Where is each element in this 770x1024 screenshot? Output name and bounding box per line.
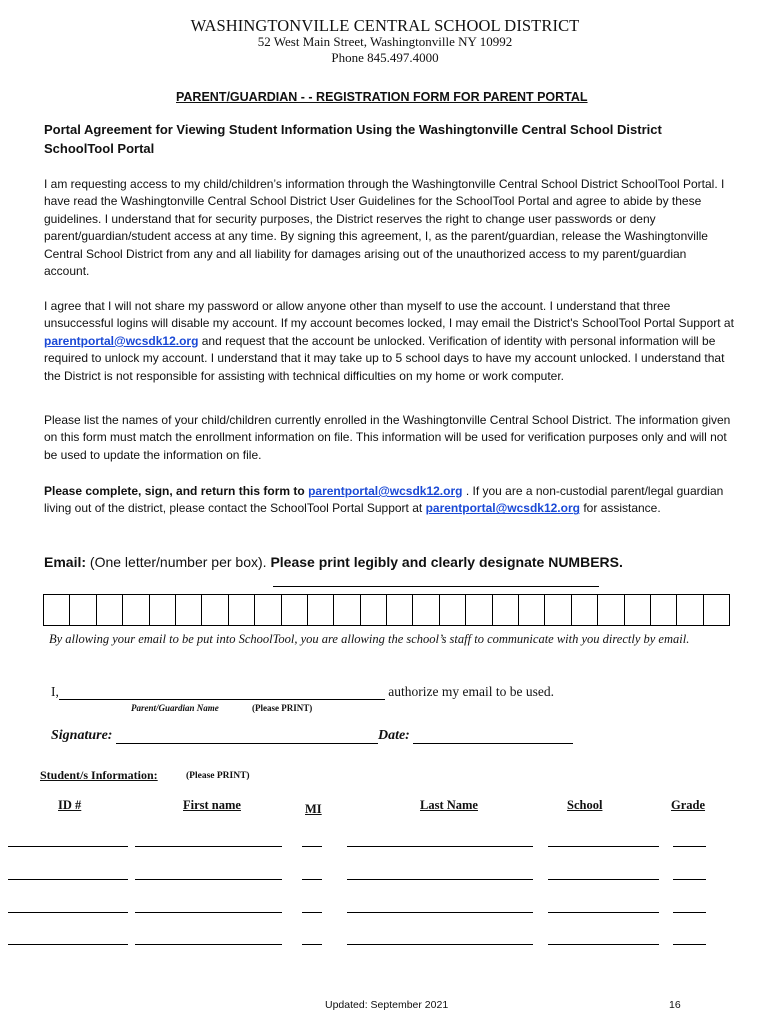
email-character-box[interactable] xyxy=(334,595,360,625)
return-instructions-text-a: Please complete, sign, and return this form to xyxy=(44,484,305,498)
agreement-paragraph-1: I am requesting access to my child/children’s information through the Washingtonville Central School District SchoolTool Portal. I have read the Washingtonville Central School District User Guidelines for the SchoolTool Portal and agree to abide by these guidelines. I understand that for security purposes, the District reserves the right to change user passwords or deny parent/guardian/student access at any time. By signing this agreement, I, as the parent/guardian, release the Washingtonville Central School District from any and all liability for damages arising out of the unauthorized access to my parent/guardian account. xyxy=(44,177,725,279)
support-email-link[interactable]: parentportal@wcsdk12.org xyxy=(44,333,199,348)
column-header-school: School xyxy=(567,798,603,812)
email-emphasis: Please print legibly and clearly designate NUMBERS. xyxy=(270,554,623,570)
column-header-id: ID # xyxy=(58,798,82,812)
email-box-instruction: (One letter/number per box). xyxy=(89,554,267,570)
parent-name-label: Parent/Guardian Name xyxy=(131,703,219,713)
authorization-prefix: I, xyxy=(51,684,59,699)
signature-line xyxy=(51,728,573,744)
signature-label: Signature: xyxy=(51,728,113,743)
paragraph-2-text-a: I agree that I will not share my password or allow anyone other than myself to use the account. I understand that three unsuccessful logins will disable my account. If my account becomes locked, I may email the District's SchoolTool Portal Support at xyxy=(44,299,734,331)
student-mi-field[interactable] xyxy=(302,912,322,913)
form-title: PARENT/GUARDIAN - - REGISTRATION FORM FOR PARENT PORTAL xyxy=(176,90,588,104)
student-school-field[interactable] xyxy=(548,944,659,945)
email-character-box[interactable] xyxy=(229,595,255,625)
email-instructions xyxy=(44,554,623,570)
agreement-paragraph-2 xyxy=(44,298,734,385)
student-grade-field[interactable] xyxy=(673,912,706,913)
email-character-box[interactable] xyxy=(440,595,466,625)
email-character-box[interactable] xyxy=(519,595,545,625)
email-character-box[interactable] xyxy=(493,595,519,625)
email-character-box[interactable] xyxy=(413,595,439,625)
support-email-link-2[interactable]: parentportal@wcsdk12.org xyxy=(425,501,580,516)
district-address: 52 West Main Street, Washingtonville NY 10992 xyxy=(257,34,513,49)
return-instructions-text-b: . If you are a non-custodial parent/legal guardian living out of the district, please contact the SchoolTool Portal Support at xyxy=(44,484,724,516)
students-print-hint: (Please PRINT) xyxy=(186,771,250,781)
student-grade-field[interactable] xyxy=(673,879,706,880)
email-character-boxes[interactable] xyxy=(43,594,730,626)
student-first-name-field[interactable] xyxy=(135,912,282,913)
email-underline xyxy=(273,586,599,587)
student-last-name-field[interactable] xyxy=(347,912,533,913)
date-field[interactable] xyxy=(413,729,573,744)
email-character-box[interactable] xyxy=(545,595,571,625)
email-character-box[interactable] xyxy=(598,595,624,625)
email-character-box[interactable] xyxy=(123,595,149,625)
agreement-paragraph-3: Please list the names of your child/children currently enrolled in the Washingtonville Central School District. The information given on this form must match the enrollment information on file. This information will be used for verification purposes only and will not be used to update the information on file. xyxy=(44,413,731,462)
student-first-name-field[interactable] xyxy=(135,944,282,945)
return-email-link[interactable]: parentportal@wcsdk12.org xyxy=(308,484,463,498)
email-character-box[interactable] xyxy=(466,595,492,625)
signature-field[interactable] xyxy=(116,729,378,744)
email-character-box[interactable] xyxy=(651,595,677,625)
email-character-box[interactable] xyxy=(361,595,387,625)
authorization-line xyxy=(51,684,554,700)
email-character-box[interactable] xyxy=(677,595,703,625)
student-last-name-field[interactable] xyxy=(347,879,533,880)
student-school-field[interactable] xyxy=(548,879,659,880)
return-instructions-text-c: for assistance. xyxy=(583,501,661,516)
student-mi-field[interactable] xyxy=(302,879,322,880)
email-character-box[interactable] xyxy=(44,595,70,625)
student-id-field[interactable] xyxy=(8,846,128,847)
student-school-field[interactable] xyxy=(548,912,659,913)
authorization-suffix: authorize my email to be used. xyxy=(388,684,554,699)
email-character-box[interactable] xyxy=(308,595,334,625)
email-character-box[interactable] xyxy=(704,595,729,625)
student-school-field[interactable] xyxy=(548,846,659,847)
agreement-title: Portal Agreement for Viewing Student Information Using the Washingtonville Central School District SchoolTool Portal xyxy=(44,122,662,156)
district-phone: Phone 845.497.4000 xyxy=(331,50,439,65)
student-mi-field[interactable] xyxy=(302,944,322,945)
column-header-first-name: First name xyxy=(183,798,241,812)
column-header-mi: MI xyxy=(305,802,322,816)
print-hint: (Please PRINT) xyxy=(252,703,313,713)
students-section-label: Student/s Information: xyxy=(40,768,158,782)
footer-updated: Updated: September 2021 xyxy=(325,999,449,1011)
email-character-box[interactable] xyxy=(70,595,96,625)
column-header-grade: Grade xyxy=(671,798,706,812)
email-character-box[interactable] xyxy=(176,595,202,625)
email-consent-note: By allowing your email to be put into SchoolTool, you are allowing the school’s staff to communicate with you directly by email. xyxy=(49,632,690,646)
email-character-box[interactable] xyxy=(572,595,598,625)
student-grade-field[interactable] xyxy=(673,944,706,945)
paragraph-2-text-b: and request that the account be unlocked. Verification of identity with personal information will be required to unlock my account. I understand that it may take up to 5 school days to have my account unlocked. I understand that the District is not responsible for assisting with technical difficulties on my home or work computer. xyxy=(44,333,725,383)
student-id-field[interactable] xyxy=(8,912,128,913)
student-first-name-field[interactable] xyxy=(135,846,282,847)
return-instructions xyxy=(44,483,734,518)
email-character-box[interactable] xyxy=(97,595,123,625)
email-character-box[interactable] xyxy=(150,595,176,625)
student-last-name-field[interactable] xyxy=(347,944,533,945)
email-character-box[interactable] xyxy=(255,595,281,625)
student-last-name-field[interactable] xyxy=(347,846,533,847)
parent-name-field[interactable] xyxy=(59,685,385,700)
email-character-box[interactable] xyxy=(387,595,413,625)
student-id-field[interactable] xyxy=(8,879,128,880)
email-label: Email: xyxy=(44,554,87,570)
page-number: 16 xyxy=(669,999,681,1011)
student-id-field[interactable] xyxy=(8,944,128,945)
student-grade-field[interactable] xyxy=(673,846,706,847)
email-character-box[interactable] xyxy=(282,595,308,625)
email-character-box[interactable] xyxy=(202,595,228,625)
date-label: Date: xyxy=(377,728,410,743)
student-first-name-field[interactable] xyxy=(135,879,282,880)
email-character-box[interactable] xyxy=(625,595,651,625)
district-name: WASHINGTONVILLE CENTRAL SCHOOL DISTRICT xyxy=(190,16,580,35)
student-mi-field[interactable] xyxy=(302,846,322,847)
column-header-last-name: Last Name xyxy=(420,798,478,812)
